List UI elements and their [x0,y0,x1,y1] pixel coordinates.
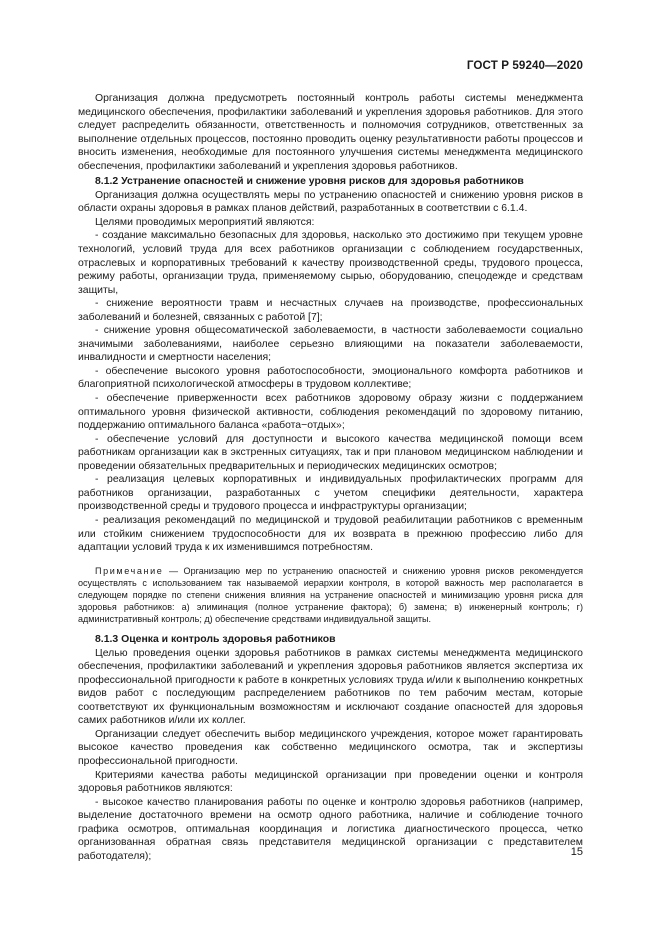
list-item: - создание максимально безопасных для здоровья, насколько это достижимо при текущем уровне технологий, условий труда для всех работников организации с соблюдением государственных, отраслевых и корпоративных требований к качеству производственной среды, трудового процесса, режиму работы, организации труда, применяемому сырью, оборудованию, спецодежде и средствам защиты, [78,230,583,296]
list-item: - обеспечение условий для доступности и высокого качества медицинской помощи всем работникам организации как в экстренных ситуациях, так и при плановом медицинском наблюдении и проведении обязательных предварительных и периодических медицинских осмотров; [78,433,583,472]
paragraph: Целью проведения оценки здоровья работников в рамках системы менеджмента медицинского обеспечения, профилактики заболеваний и укрепления здоровья работников является экспертиза их профессиональной пригодности к работе в конкретных условиях труда и/или к выполнению конкретных видов работ с последующим распределением работников по тем рабочим местам, которые соответствуют их функциональным возможностям и исключают создание опасностей для здоровья самих работников и/или их коллег. [78,647,583,727]
list-item: - снижение вероятности травм и несчастных случаев на производстве, профессиональных заболеваний и болезней, связанных с работой [7]; [78,298,583,323]
section-heading: 8.1.3 Оценка и контроль здоровья работников [95,634,336,646]
list-item: - снижение уровня общесоматической заболеваемости, в частности заболеваемости социально значимыми заболеваниями, наиболее серьезно влияющими на показатели заболеваемости, инвалидности и смертности населения; [78,325,583,364]
paragraph: Критериями качества работы медицинской организации при проведении оценки и контроля здоровья работников являются: [78,769,583,795]
document-body [78,92,583,863]
page-number: 15 [570,846,583,858]
paragraph: Организация должна осуществлять меры по устранению опасностей и снижению уровня рисков в области охраны здоровья в рамках планов действий, разработанных в соответствии с 6.1.4. [78,189,583,215]
paragraph: Целями проводимых мероприятий являются: [95,216,315,228]
list-item: - реализация рекомендаций по медицинской и трудовой реабилитации работников с временным или стойким снижением трудоспособности для их возврата в прежнюю профессию либо для адаптации условий труда к их изменившимся потребностям. [78,514,583,554]
note-label: Примечание [95,565,164,576]
paragraph: Организации следует обеспечить выбор медицинского учреждения, которое может гарантировать высокое качество проведения как собственно медицинского осмотра, так и экспертизы профессиональной пригодности. [78,728,583,767]
list-item: - обеспечение приверженности всех работников здоровому образу жизни с поддержанием оптимального уровня физической активности, соблюдения рекомендаций по здоровому питанию, поддержанию оптимального баланса «работа−отдых»; [78,393,583,432]
paragraph: Организация должна предусмотреть постоянный контроль работы системы менеджмента медицинского обеспечения, профилактики заболеваний и укрепления здоровья работников. Для этого следует распределить обязанности, ответственность и полномочия сотрудников, ответственных за выполнение отдельных процессов, постоянно проводить оценку результативности работы процессов и вносить изменения, необходимые для постоянного улучшения системы менеджмента медицинского обеспечения, профилактики заболеваний и укрепления здоровья работников. [78,93,583,172]
list-item: - обеспечение высокого уровня работоспособности, эмоционального комфорта работников и благоприятной психологической атмосферы в трудовом коллективе; [78,365,583,391]
document-header: ГОСТ Р 59240—2020 [466,59,583,72]
list-item: - высокое качество планирования работы по оценке и контролю здоровья работников (например, выделение достаточного времени на осмотр одного работника, наличие и соблюдение точного графика осмотров, оптимальная координация и логистика диагностического процесса, четко организованная обратная связь представителя медицинской организации с представителем работодателя); [78,796,583,862]
note-text: — Организацию мер по устранению опасностей и снижению уровня рисков рекомендуется осуществлять с использованием так называемой иерархии контроля, в которой важность мер располагается в следующем порядке по степени снижения влияния на устранение опасностей и минимизацию уровня риска для здоровья работников: а) элиминация (полное устранение фактора); б) замена; в) инженерный контроль; г) административный контроль; д) обеспечение средствами индивидуальной защиты. [78,565,583,624]
section-heading: 8.1.2 Устранение опасностей и снижение уровня рисков для здоровья работников [95,176,524,188]
list-item: - реализация целевых корпоративных и индивидуальных профилактических программ для работников организации, разработанных с учетом специфики деятельности, характера производственной среды и трудового процесса и инфраструктуры организации; [78,474,583,513]
note [78,565,583,625]
